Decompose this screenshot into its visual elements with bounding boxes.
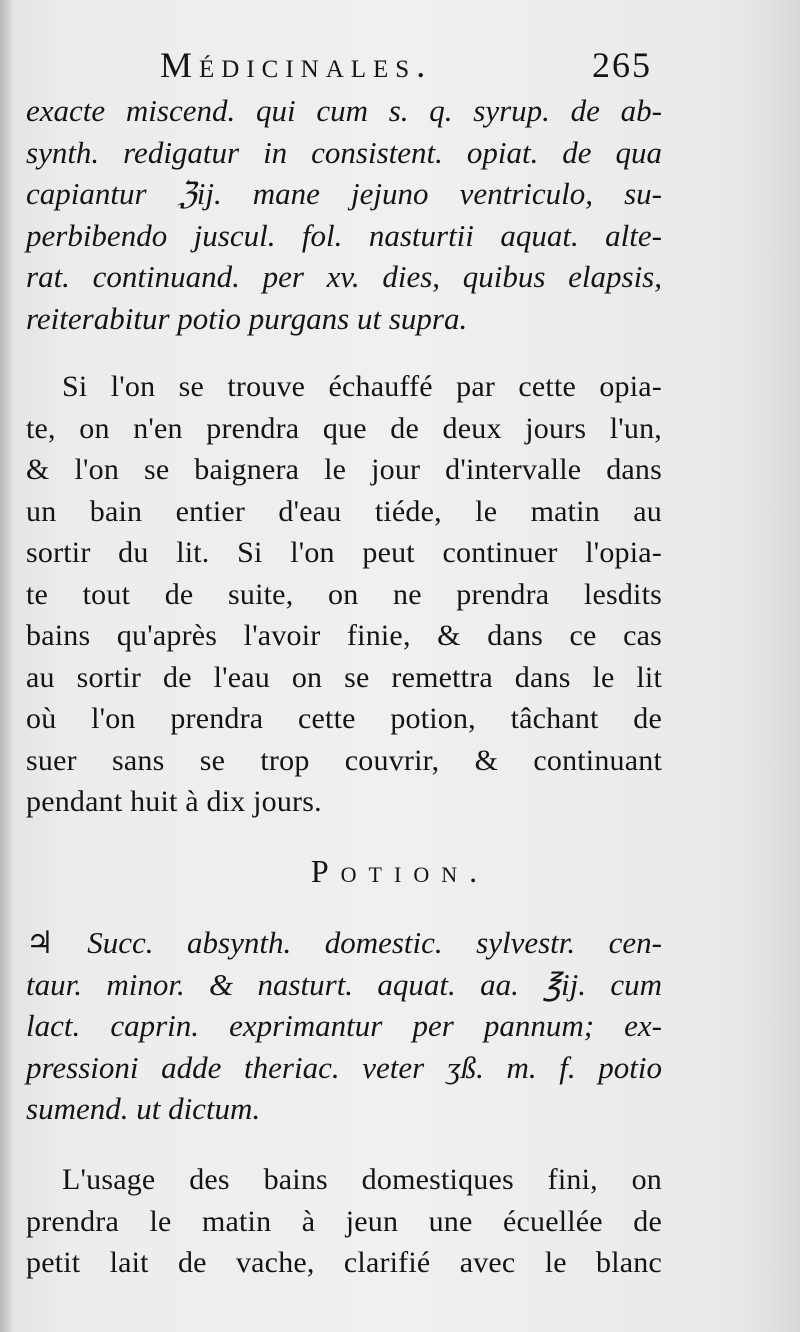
text-line: Si l'on se trouve échauffé par cette opia- (62, 370, 662, 403)
section-heading: Potion. (310, 853, 490, 889)
text-line: un bain entier d'eau tiéde, le matin au (26, 494, 662, 528)
running-head: Médicinales. (160, 45, 433, 85)
page-gutter-shadow (0, 0, 14, 1332)
text-line: où l'on prendra cette potion, tâchant de (26, 702, 662, 735)
text-line: te, on n'en prendra que de deux jours l'un, (26, 411, 662, 445)
text-line: au sortir de l'eau on se remettra dans le lit (26, 660, 662, 694)
text-line: lact. caprin. exprimantur per pannum; ex- (26, 1008, 662, 1043)
text-line: capiantur ℨij. mane jejuno ventriculo, su- (26, 176, 662, 211)
page-header (0, 44, 800, 94)
text-line: petit lait de vache, clarifié avec le blanc (26, 1246, 662, 1279)
text-line: suer sans se trop couvrir, & continuant (26, 743, 662, 777)
text-line: synth. redigatur in consistent. opiat. de qua (26, 134, 662, 170)
text-line: rat. continuand. per xv. dies, quibus elapsis, (26, 259, 662, 294)
text-line: te tout de suite, on ne prendra lesdits (26, 577, 662, 611)
text-line: prendra le matin à jeun une écuellée de (26, 1204, 662, 1238)
text-line: bains qu'après l'avoir finie, & dans ce cas (26, 619, 662, 652)
page-number: 265 (592, 45, 652, 85)
text-line: & l'on se baignera le jour d'intervalle dans (26, 453, 662, 486)
potion-recipe-paragraph (26, 922, 662, 1130)
latin-prescription-paragraph (26, 90, 662, 339)
text-line: sortir du lit. Si l'on peut continuer l'opia- (26, 536, 662, 569)
text-line: reiterabitur potio purgans ut supra. (26, 300, 468, 336)
text-line: ♃ Succ. absynth. domestic. sylvestr. cen- (26, 925, 662, 960)
text-line: L'usage des bains domestiques fini, on (62, 1163, 662, 1196)
text-line: taur. minor. & nasturt. aquat. aa. ℥ij. cum (26, 966, 662, 1002)
french-paragraph-instructions (26, 366, 662, 823)
text-line: exacte miscend. qui cum s. q. syrup. de ab- (26, 93, 662, 128)
text-line: sumend. ut dictum. (26, 1091, 261, 1126)
french-paragraph-usage (26, 1159, 662, 1284)
text-line: pressioni adde theriac. veter ʒß. m. f. potio (26, 1049, 662, 1085)
text-line: perbibendo juscul. fol. nasturtii aquat. alte- (26, 217, 662, 253)
text-line: pendant huit à dix jours. (26, 785, 322, 818)
